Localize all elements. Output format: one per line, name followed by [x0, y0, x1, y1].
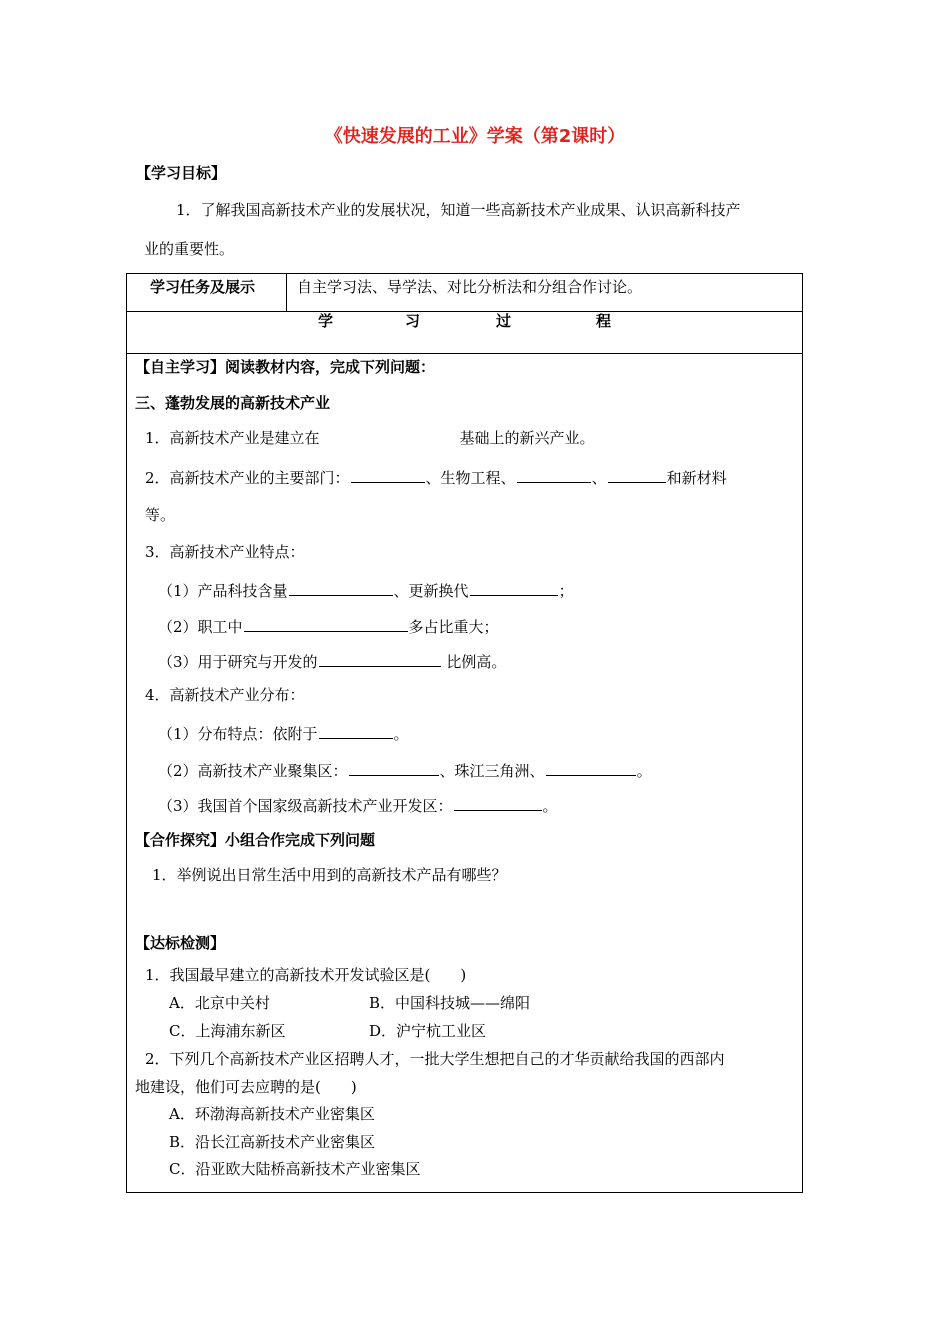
test-heading: 【达标检测】 [135, 934, 226, 952]
q4-2-blank-1[interactable] [349, 761, 439, 776]
table-row-divider-1 [126, 311, 803, 312]
q3-2-line [158, 617, 499, 635]
q3-2-text-b: 多占比重大； [408, 618, 499, 636]
q4-3-text-a: （3）我国首个国家级高新技术产业开发区： [158, 797, 453, 815]
q3-3-blank[interactable] [319, 652, 441, 667]
q1-line [145, 431, 595, 446]
cooperation-q1: 1．举例说出日常生活中用到的高新技术产品有哪些？ [152, 866, 507, 884]
q2-line-2: 等。 [145, 506, 176, 524]
q4-1-text-b: 。 [393, 725, 409, 743]
test-q2-line-1: 2．下列几个高新技术产业区招聘人才，一批大学生想把自己的才华贡献给我国的西部内 [145, 1050, 725, 1068]
objective-line-1: 1．了解我国高新技术产业的发展状况，知道一些高新技术产业成果、认识高新科技产 [176, 201, 741, 219]
q3-line: 3．高新技术产业特点： [145, 543, 305, 561]
test-q1-option-c: C．上海浦东新区 [169, 1022, 286, 1040]
q4-2-blank-2[interactable] [546, 761, 636, 776]
cooperation-heading: 【合作探究】小组合作完成下列问题 [135, 831, 376, 849]
q2-blank-1[interactable] [351, 468, 425, 483]
q4-2-text-a: （2）高新技术产业聚集区： [158, 762, 348, 780]
methods-text: 自主学习法、导学法、对比分析法和分组合作讨论。 [297, 278, 643, 296]
objectives-heading: 【学习目标】 [136, 164, 227, 182]
q4-2-text-b: 、珠江三角洲、 [439, 762, 545, 780]
q2-text-d: 和新材料 [666, 469, 727, 487]
q3-1-blank-2[interactable] [470, 581, 558, 596]
self-study-heading: 【自主学习】阅读教材内容，完成下列问题： [135, 358, 436, 376]
q4-3-text-b: 。 [542, 797, 558, 815]
q3-3-text-a: （3）用于研究与开发的 [158, 653, 318, 671]
test-q2-option-a: A．环渤海高新技术产业密集区 [169, 1105, 375, 1123]
q4-line: 4．高新技术产业分布： [145, 686, 305, 704]
q3-1-text-b: 、更新换代 [393, 582, 469, 600]
q1-text-a: 1．高新技术产业是建立在 [145, 429, 320, 447]
q3-1-line [158, 581, 574, 599]
q2-blank-3[interactable] [608, 468, 666, 483]
q4-3-line [158, 796, 558, 814]
process-char: 习 [405, 312, 421, 330]
q4-3-blank[interactable] [454, 796, 542, 811]
q2-text-c: 、 [591, 469, 607, 487]
test-q2-option-c: C．沿亚欧大陆桥高新技术产业密集区 [169, 1160, 421, 1178]
q2-text-a: 2．高新技术产业的主要部门： [145, 469, 350, 487]
q3-3-line [158, 652, 506, 670]
q4-2-text-c: 。 [636, 762, 652, 780]
q2-line [145, 468, 727, 486]
q3-1-text-a: （1）产品科技含量 [158, 582, 288, 600]
test-q1: 1．我国最早建立的高新技术开发试验区是( ) [145, 966, 467, 984]
q3-2-text-a: （2）职工中 [158, 618, 243, 636]
q2-blank-2[interactable] [517, 468, 591, 483]
test-q2-option-b: B．沿长江高新技术产业密集区 [169, 1133, 376, 1151]
process-char: 学 [318, 312, 334, 330]
q4-1-text-a: （1）分布特点：依附于 [158, 725, 318, 743]
q3-1-text-c: ； [558, 582, 574, 600]
process-char: 过 [496, 312, 512, 330]
table-col-divider [286, 273, 287, 311]
test-q1-option-a: A．北京中关村 [169, 994, 270, 1012]
q4-1-blank[interactable] [319, 724, 393, 739]
q1-text-b: 基础上的新兴产业。 [459, 429, 595, 447]
q4-2-line [158, 761, 652, 779]
process-char: 程 [596, 312, 612, 330]
q3-1-blank-1[interactable] [289, 581, 393, 596]
task-label: 学习任务及展示 [150, 278, 256, 296]
process-heading [0, 314, 950, 334]
test-q2-line-2: 地建设，他们可去应聘的是( ) [135, 1078, 357, 1096]
q4-1-line [158, 724, 409, 742]
q3-3-text-b: 比例高。 [441, 653, 507, 671]
table-row-divider-2 [126, 353, 803, 354]
section-title: 三、蓬勃发展的高新技术产业 [135, 394, 331, 412]
q3-2-blank[interactable] [244, 617, 408, 632]
q2-text-b: 、生物工程、 [425, 469, 516, 487]
test-q1-option-d: D．沪宁杭工业区 [369, 1022, 487, 1040]
test-q1-option-b: B．中国科技城——绵阳 [369, 994, 531, 1012]
objective-line-2: 业的重要性。 [144, 240, 235, 258]
page-title: 《快速发展的工业》学案（第2课时） [324, 126, 626, 147]
